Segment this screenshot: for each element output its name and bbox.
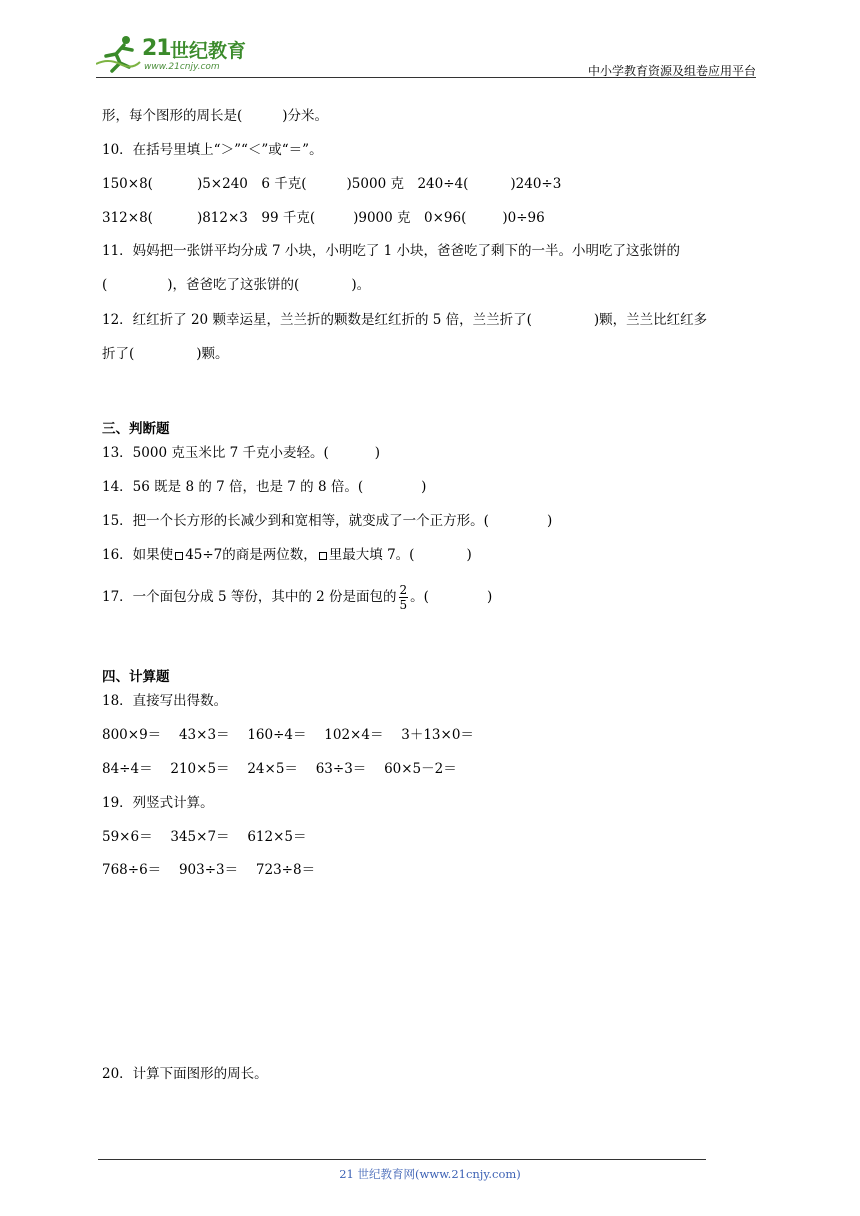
footer-divider xyxy=(98,1159,706,1160)
question-9-end: 形，每个图形的周长是( )分米。 xyxy=(102,108,329,124)
fraction: $\frac{2}{5}$ xyxy=(399,583,408,612)
question-18-row-1: 800×9＝ 43×3＝ 160÷4＝ 102×4＝ 3＋13×0＝ xyxy=(102,727,474,743)
question-10: 10．在括号里填上“＞”“＜”或“＝”。 xyxy=(102,142,323,158)
question-11: 11．妈妈把一张饼平均分成 7 小块，小明吃了 1 小块，爸爸吃了剩下的一半。小明吃了这张饼的 xyxy=(102,243,681,259)
section-4-title: 四、计算题 xyxy=(102,669,170,685)
header-divider xyxy=(96,77,756,78)
question-11-answers: ( )，爸爸吃了这张饼的( )。 xyxy=(102,277,371,293)
question-13: 13．5000 克玉米比 7 千克小麦轻。( ) xyxy=(102,445,381,461)
question-15: 15．把一个长方形的长减少到和宽相等，就变成了一个正方形。( ) xyxy=(102,513,553,529)
question-18: 18．直接写出得数。 xyxy=(102,693,228,709)
question-16: 16．如果使 45÷7的商是两位数， 里最大填 7。( ) xyxy=(102,547,472,563)
question-12-end: 折了( )颗。 xyxy=(102,346,229,362)
page-footer: 21 世纪教育网(www.21cnjy.com) xyxy=(339,1167,521,1181)
question-10-row-2: 312×8( )812×3 99 千克( )9000 克 0×96( )0÷96 xyxy=(102,210,545,226)
site-logo xyxy=(96,34,266,74)
blank-square-icon xyxy=(319,552,327,560)
section-3-title: 三、判断题 xyxy=(102,421,170,437)
logo-url: www.21cnjy.com xyxy=(144,62,220,72)
question-17: 17．一个面包分成 5 等份，其中的 2 份是面包的 $\frac{2}{5}$ 。( ) xyxy=(102,583,493,612)
question-10-row-1: 150×8( )5×240 6 千克( )5000 克 240÷4( )240÷3 xyxy=(102,176,562,192)
blank-square-icon xyxy=(175,552,183,560)
platform-name: 中小学教育资源及组卷应用平台 xyxy=(587,64,756,78)
page-header xyxy=(96,26,756,78)
question-14: 14．56 既是 8 的 7 倍，也是 7 的 8 倍。( ) xyxy=(102,479,427,495)
question-19-row-2: 768÷6＝ 903÷3＝ 723÷8＝ xyxy=(102,862,316,878)
question-12: 12．红红折了 20 颗幸运星，兰兰折的颗数是红红折的 5 倍，兰兰折了( )颗，兰兰比红红多 xyxy=(102,312,708,328)
logo-number: 21 xyxy=(142,36,171,61)
question-20: 20．计算下面图形的周长。 xyxy=(102,1066,268,1082)
runner-logo-icon xyxy=(96,34,142,74)
question-19-row-1: 59×6＝ 345×7＝ 612×5＝ xyxy=(102,829,307,845)
question-19: 19．列竖式计算。 xyxy=(102,795,214,811)
question-18-row-2: 84÷4＝ 210×5＝ 24×5＝ 63÷3＝ 60×5－2＝ xyxy=(102,761,457,777)
logo-text: 世纪教育 xyxy=(170,40,247,62)
